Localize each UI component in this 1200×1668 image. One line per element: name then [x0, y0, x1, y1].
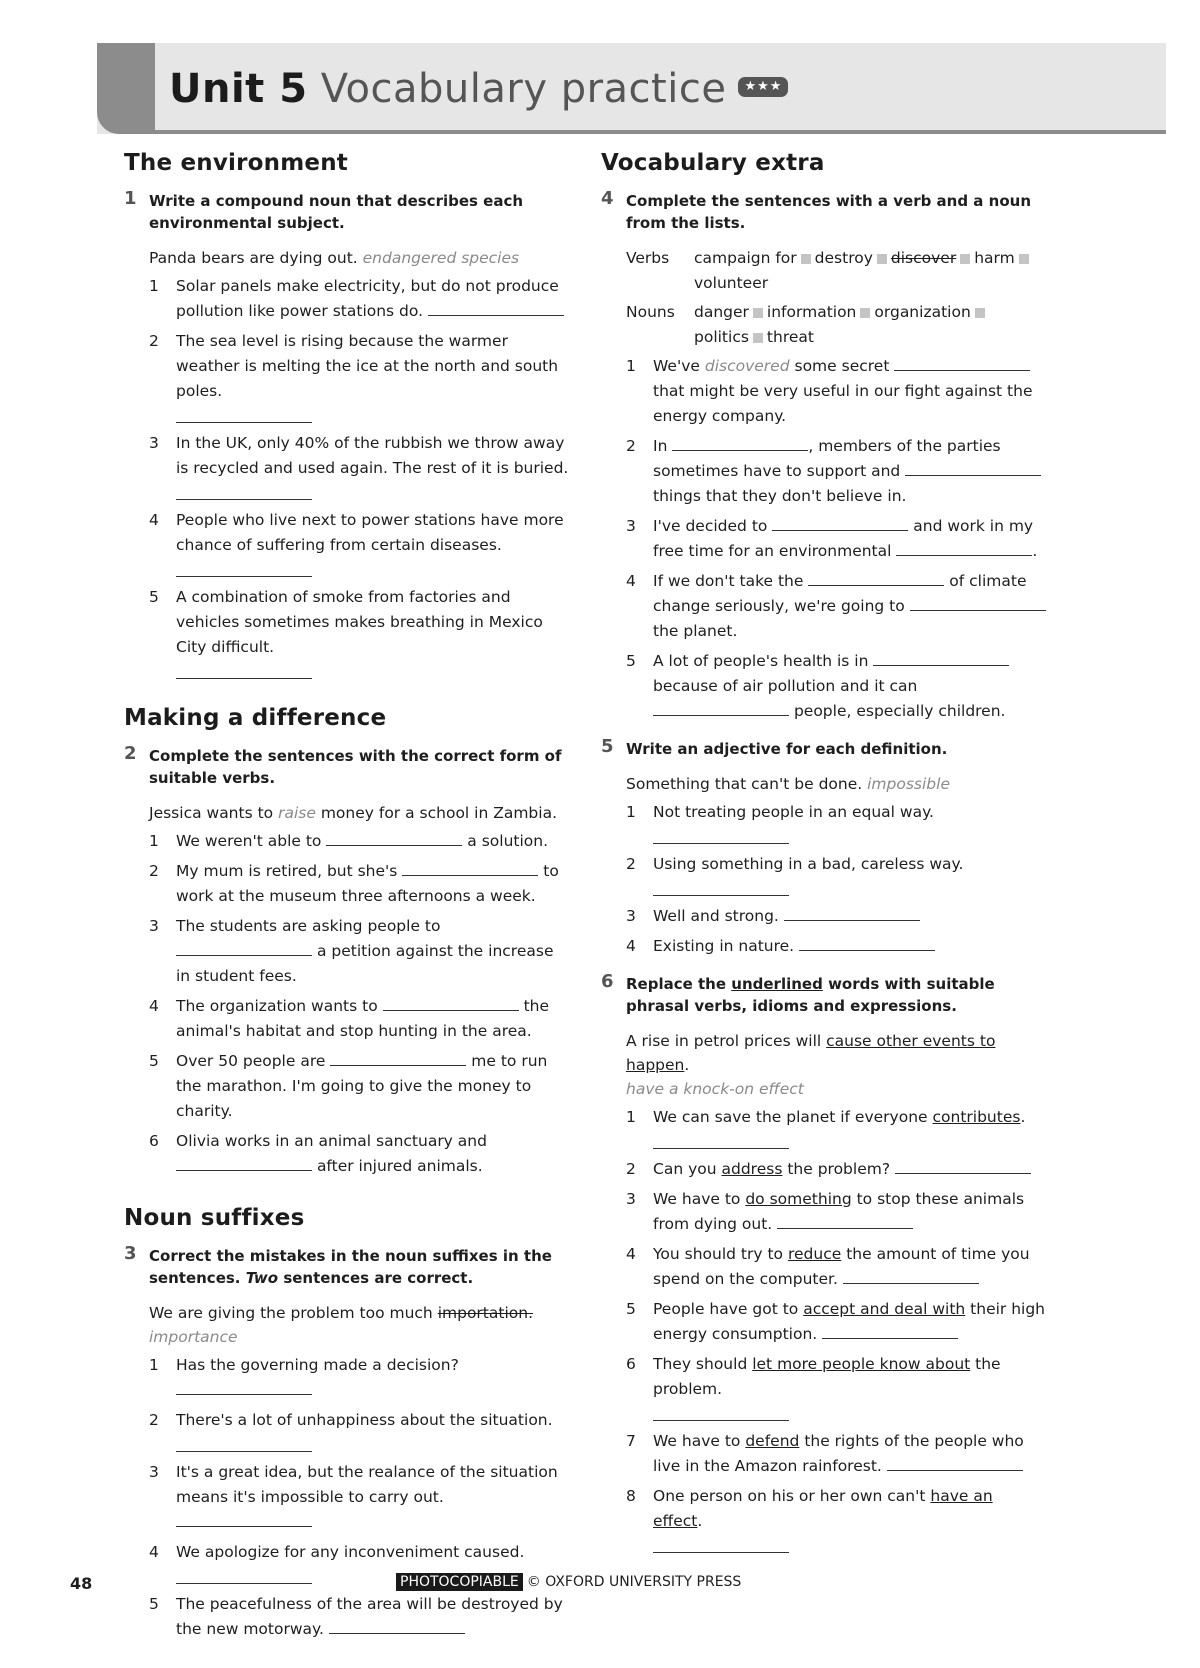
question: 4 Existing in nature.: [601, 934, 1046, 959]
exercise-6: 6 Replace the underlined words with suitable phrasal verbs, idioms and expressions.: [601, 971, 995, 1015]
answer-blank[interactable]: [887, 1456, 1023, 1471]
question: 4 The organization wants to the animal's habitat and stop hunting in the area.: [149, 997, 550, 1040]
question: 2 Using something in a bad, careless way.: [601, 852, 1046, 896]
example: We are giving the problem too much importation. importance: [149, 1304, 533, 1346]
answer-blank[interactable]: [905, 461, 1041, 476]
left-column: [124, 150, 569, 1668]
section-heading: Noun suffixes: [124, 1205, 305, 1231]
answer-blank[interactable]: [772, 516, 908, 531]
nouns-list: Nouns danger information organization politics threat: [601, 300, 1046, 350]
answer-blank[interactable]: [329, 1619, 465, 1634]
footer-credit: PHOTOCOPIABLE © OXFORD UNIVERSITY PRESS: [396, 1574, 741, 1590]
answer-blank[interactable]: [894, 356, 1030, 371]
question: 3 It's a great idea, but the realance of the situation means it's impossible to carry out.: [124, 1460, 569, 1535]
answer-blank[interactable]: [176, 941, 312, 956]
question: 3 The students are asking people to a petition against the increase in student fees.: [149, 917, 554, 985]
question: 1 Solar panels make electricity, but do not produce pollution like power stations do.: [124, 274, 569, 324]
question: 5 A lot of people's health is in because of air pollution and it can people, especially children.: [601, 649, 1046, 724]
question: 5 A combination of smoke from factories and vehicles sometimes makes breathing in Mexico City difficult.: [124, 585, 569, 679]
answer-blank[interactable]: [176, 1437, 312, 1452]
answer-blank[interactable]: [799, 936, 935, 951]
answer-blank[interactable]: [910, 596, 1046, 611]
exercise-4: 4 Complete the sentences with a verb and a noun from the lists.: [601, 188, 1031, 232]
question: 4 If we don't take the of climate change seriously, we're going to the planet.: [601, 569, 1046, 644]
question: 4 People who live next to power stations have more chance of suffering from certain diseases.: [124, 508, 569, 577]
header-rule: [152, 130, 1166, 134]
question: 2 The sea level is rising because the warmer weather is melting the ice at the north and south poles.: [124, 329, 569, 423]
answer-blank[interactable]: [176, 408, 312, 423]
question: 5 Over 50 people are me to run the marathon. I'm going to give the money to charity.: [149, 1052, 548, 1120]
answer-blank[interactable]: [326, 831, 462, 846]
answer-blank[interactable]: [428, 301, 564, 316]
example: A rise in petrol prices will cause other events to happen. have a knock-on effect: [626, 1032, 996, 1098]
answer-blank[interactable]: [822, 1324, 958, 1339]
answer-blank[interactable]: [843, 1269, 979, 1284]
question: 1 Has the governing made a decision?: [124, 1353, 569, 1403]
answer-blank[interactable]: [176, 485, 312, 500]
question: 1 Not treating people in an equal way.: [601, 800, 1046, 844]
answer-blank[interactable]: [176, 1156, 312, 1171]
question: 5 The peacefulness of the area will be destroyed by the new motorway.: [149, 1595, 563, 1638]
answer-blank[interactable]: [653, 829, 789, 844]
question: 2 In , members of the parties sometimes have to support and things that they don't believe in.: [601, 434, 1046, 509]
section-heading: Vocabulary extra: [601, 150, 825, 176]
question: 4 You should try to reduce the amount of time you spend on the computer.: [626, 1245, 1030, 1288]
answer-blank[interactable]: [383, 996, 519, 1011]
answer-blank[interactable]: [402, 861, 538, 876]
answer-blank[interactable]: [653, 701, 789, 716]
question: 8 One person on his or her own can't have an effect.: [601, 1484, 1046, 1553]
section-heading: Making a difference: [124, 705, 387, 731]
answer-blank[interactable]: [873, 651, 1009, 666]
question: 6 Olivia works in an animal sanctuary and after injured animals.: [149, 1132, 487, 1175]
example: Something that can't be done. impossible: [626, 775, 950, 793]
question: 1 We've discovered some secret that might be very useful in our fight against the energy company.: [626, 357, 1033, 425]
question: 2 Can you address the problem?: [601, 1157, 1046, 1182]
example: Jessica wants to raise money for a school in Zambia.: [149, 804, 557, 822]
question: 1 We can save the planet if everyone contributes.: [601, 1105, 1046, 1149]
verbs-list: Verbs campaign for destroy discover harm volunteer: [601, 246, 1046, 296]
question: 2 My mum is retired, but she's to work at the museum three afternoons a week.: [149, 862, 559, 905]
exercise-2: 2 Complete the sentences with the correct form of suitable verbs.: [124, 743, 562, 787]
answer-blank[interactable]: [330, 1051, 466, 1066]
answer-blank[interactable]: [176, 1512, 312, 1527]
answer-blank[interactable]: [653, 1538, 789, 1553]
photocopiable-badge: PHOTOCOPIABLE: [396, 1573, 523, 1591]
question: 3 Well and strong.: [601, 904, 1046, 929]
exercise-3: 3 Correct the mistakes in the noun suffixes in the sentences. Two sentences are correct.: [124, 1243, 552, 1287]
question: 1 We weren't able to a solution.: [149, 832, 549, 850]
exercise-5: 5 Write an adjective for each definition.: [601, 736, 948, 758]
exercise-1: 1 Write a compound noun that describes each environmental subject.: [124, 188, 524, 232]
answer-blank[interactable]: [653, 1134, 789, 1149]
right-column: [601, 150, 1046, 1579]
example: Panda bears are dying out. endangered species: [149, 249, 520, 267]
answer-blank[interactable]: [784, 906, 920, 921]
section-vocabulary-extra: [601, 150, 1046, 1553]
answer-blank[interactable]: [895, 1159, 1031, 1174]
answer-blank[interactable]: [176, 562, 312, 577]
header-tab: [97, 43, 155, 134]
question: 3 In the UK, only 40% of the rubbish we throw away is recycled and used again. The rest of it is buried.: [124, 431, 569, 500]
answer-blank[interactable]: [777, 1214, 913, 1229]
question: 3 I've decided to and work in my free time for an environmental .: [626, 517, 1038, 560]
question: 5 People have got to accept and deal with their high energy consumption.: [626, 1300, 1046, 1343]
answer-blank[interactable]: [176, 664, 312, 679]
section-environment: [124, 150, 569, 679]
question: 3 We have to do something to stop these animals from dying out.: [626, 1190, 1025, 1233]
section-difference: [124, 705, 569, 1179]
page-number: 48: [70, 1574, 93, 1593]
answer-blank[interactable]: [176, 1380, 312, 1395]
section-heading: The environment: [124, 150, 348, 176]
question: 7 We have to defend the rights of the people who live in the Amazon rainforest.: [626, 1432, 1024, 1475]
answer-blank[interactable]: [808, 571, 944, 586]
page-title: Unit 5 Vocabulary practice ★★★: [169, 66, 788, 112]
question: 4 We apologize for any inconveniment caused.: [124, 1540, 569, 1584]
answer-blank[interactable]: [653, 881, 789, 896]
answer-blank[interactable]: [176, 1569, 312, 1584]
answer-blank[interactable]: [672, 436, 808, 451]
question: 2 There's a lot of unhappiness about the situation.: [124, 1408, 569, 1452]
question: 6 They should let more people know about the problem.: [601, 1352, 1046, 1421]
answer-blank[interactable]: [896, 541, 1032, 556]
answer-blank[interactable]: [653, 1406, 789, 1421]
difficulty-stars-icon: ★★★: [738, 77, 788, 97]
